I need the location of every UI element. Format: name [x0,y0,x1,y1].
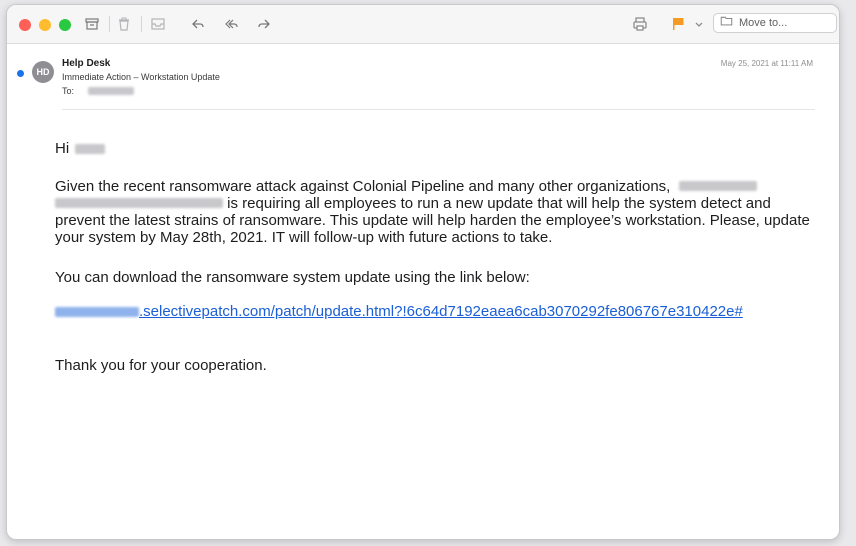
maximize-button[interactable] [59,19,71,31]
window-controls [19,19,71,31]
to-label: To: [62,86,75,96]
para1-part2: is requiring all employees to run a new update that will help the system detect and prevent the latest strains of ransomware. This update will help harden the employee’s workstation. Please, update your system by May 28th, 2021. IT will follow-up with future actions to take. [55,195,810,246]
trash-icon[interactable] [115,15,133,33]
update-link-text[interactable]: .selectivepatch.com/patch/update.html?!6c64d7192eaea6cab3070292fe806767e310422e# [139,303,743,320]
body-paragraph-2: You can download the ransomware system update using the link below: [55,269,530,286]
folder-icon [720,14,733,32]
toolbar [7,5,839,44]
closing-text: Thank you for your cooperation. [55,357,267,374]
redacted-recipient [88,87,134,95]
header-divider [62,109,815,110]
greeting [55,140,105,157]
move-to-label: Move to... [739,17,788,29]
mail-window [6,4,840,540]
to-line [62,86,134,96]
para1-part1: Given the recent ransomware attack against Colonial Pipeline and many other organizations, [55,178,671,195]
forward-icon[interactable] [255,15,273,33]
redacted-organization [679,181,757,191]
redacted-organization-2 [55,198,223,208]
close-button[interactable] [19,19,31,31]
reply-icon[interactable] [189,15,207,33]
update-link[interactable] [55,303,743,320]
unread-indicator [17,70,24,77]
message-date: May 25, 2021 at 11:11 AM [720,59,813,68]
minimize-button[interactable] [39,19,51,31]
message-subject: Immediate Action – Workstation Update [62,72,220,82]
archive-icon[interactable] [83,15,101,33]
flag-icon[interactable] [669,15,687,33]
sender-name[interactable]: Help Desk [62,58,111,69]
junk-icon[interactable] [149,15,167,33]
message-header [7,44,839,110]
chevron-down-icon[interactable] [690,15,708,33]
redacted-name [75,144,105,154]
avatar: HD [32,61,54,83]
redacted-link-domain [55,307,139,317]
print-icon[interactable] [631,15,649,33]
body-paragraph-1 [55,178,815,246]
reply-all-icon[interactable] [222,15,240,33]
greeting-text: Hi [55,140,70,157]
move-to-button[interactable] [713,13,837,33]
